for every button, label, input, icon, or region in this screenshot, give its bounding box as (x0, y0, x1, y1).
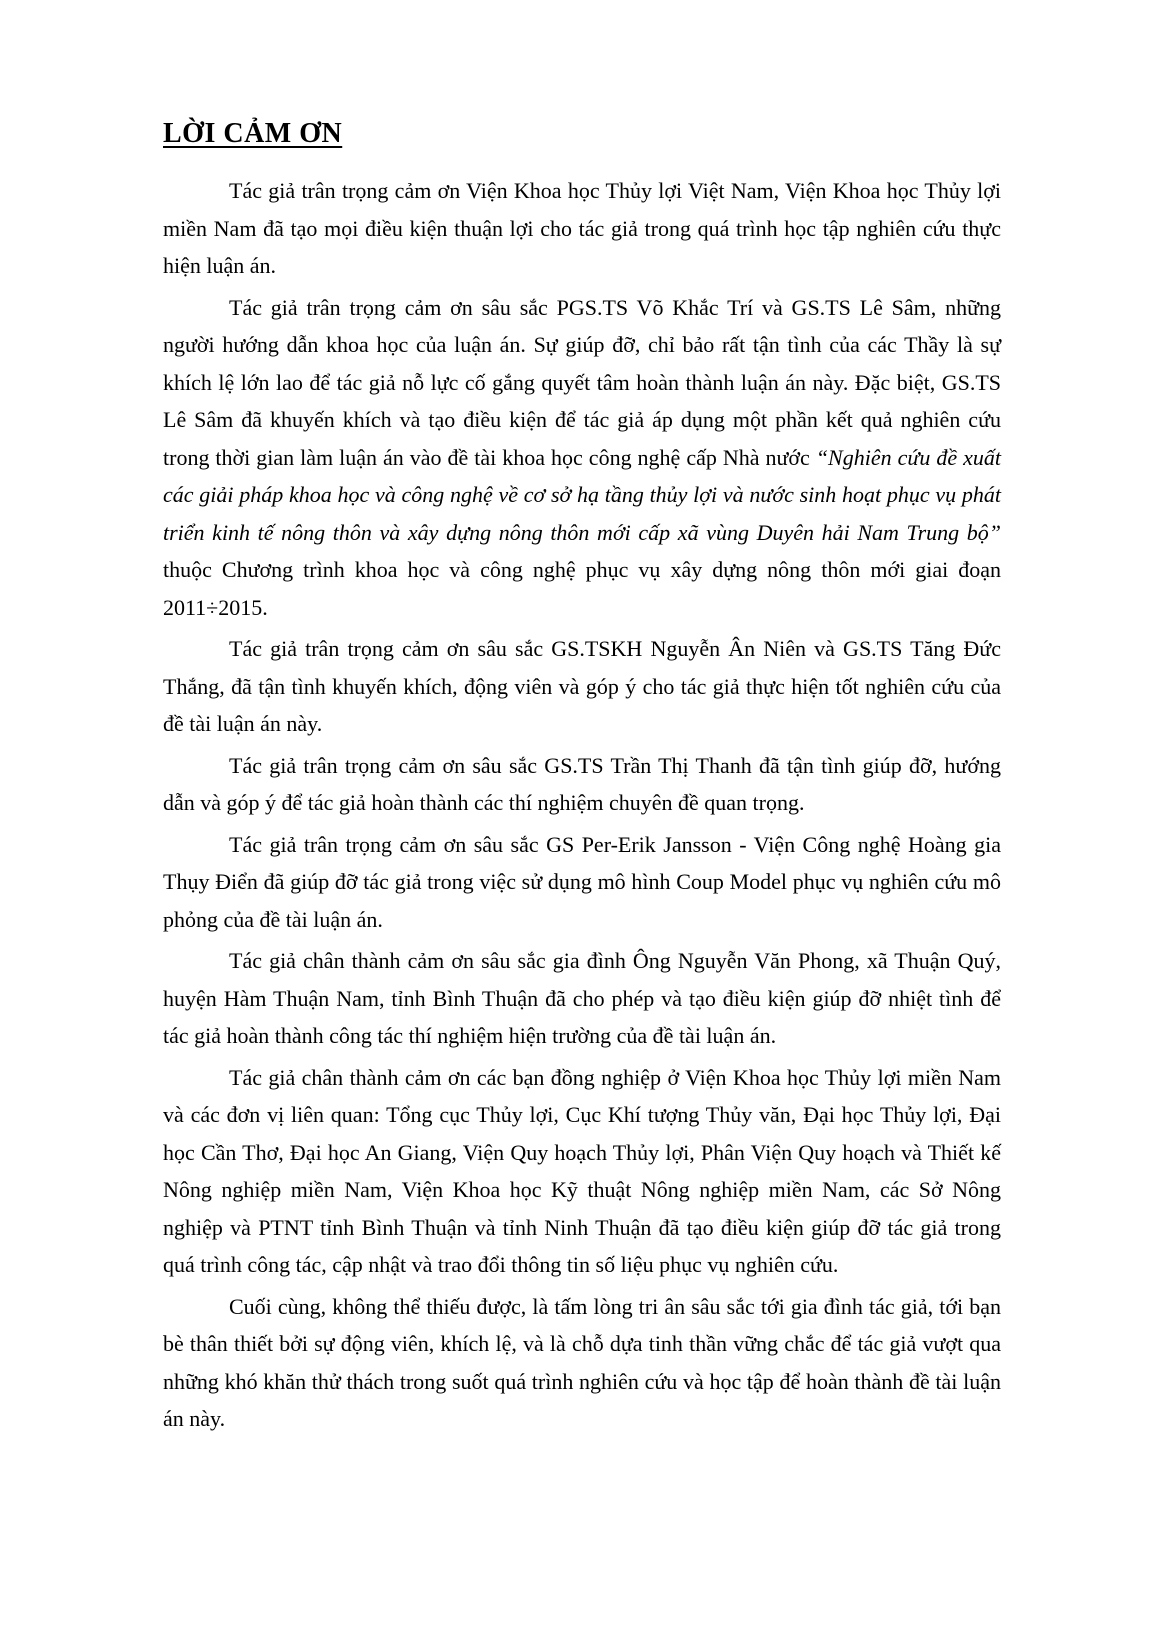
paragraph-experiments: Tác giả trân trọng cảm ơn sâu sắc GS.TS Trần Thị Thanh đã tận tình giúp đỡ, hướng dẫn và góp ý để tác giả hoàn thành các thí nghiệm chuyên đề quan trọng. (163, 752, 1001, 815)
paragraph-supervisors-text-end: thuộc Chương trình khoa học và công nghệ phục vụ xây dựng nông thôn mới giai đoạn 2011÷2015. (163, 557, 1001, 620)
paragraph-field-family: Tác giả chân thành cảm ơn sâu sắc gia đình Ông Nguyễn Văn Phong, xã Thuận Quý, huyện Hàm Thuận Nam, tỉnh Bình Thuận đã cho phép và tạo điều kiện giúp đỡ nhiệt tình để tác giả hoàn thành công tác thí nghiệm hiện trường của đề tài luận án. (163, 948, 1001, 1048)
paragraph-coup-model: Tác giả trân trọng cảm ơn sâu sắc GS Per-Erik Jansson - Viện Công nghệ Hoàng gia Thụy Điển đã giúp đỡ tác giả trong việc sử dụng mô hình Coup Model phục vụ nghiên cứu mô phỏng của đề tài luận án. (163, 831, 1001, 932)
paragraph-institutions: Tác giả trân trọng cảm ơn Viện Khoa học Thủy lợi Việt Nam, Viện Khoa học Thủy lợi miền Nam đã tạo mọi điều kiện thuận lợi cho tác giả trong quá trình học tập nghiên cứu thực hiện luận án. (163, 178, 1001, 278)
project-title-italic: “Nghiên cứu đề xuất các giải pháp khoa học và công nghệ về cơ sở hạ tầng thủy lợi và nước sinh hoạt phục vụ phát triển kinh tế nông thôn và xây dựng nông thôn mới cấp xã vùng Duyên hải Nam Trung bộ” (163, 444, 1001, 545)
page-title: LỜI CẢM ƠN (163, 118, 343, 149)
paragraph-advisors: Tác giả trân trọng cảm ơn sâu sắc GS.TSKH Nguyễn Ân Niên và GS.TS Tăng Đức Thắng, đã tận tình khuyến khích, động viên và góp ý cho tác giả thực hiện tốt nghiên cứu của đề tài luận án này. (163, 636, 1001, 736)
paragraph-colleagues: Tác giả chân thành cảm ơn các bạn đồng nghiệp ở Viện Khoa học Thủy lợi miền Nam và các đơn vị liên quan: Tổng cục Thủy lợi, Cục Khí tượng Thủy văn, Đại học Thủy lợi, Đại học Cần Thơ, Đại học An Giang, Viện Quy hoạch Thủy lợi, Phân Viện Quy hoạch và Thiết kế Nông nghiệp miền Nam, Viện Khoa học Kỹ thuật Nông nghiệp miền Nam, các Sở Nông nghiệp và PTNT tỉnh Bình Thuận và tỉnh Ninh Thuận đã tạo điều kiện giúp đỡ tác giả trong quá trình công tác, cập nhật và trao đổi thông tin số liệu phục vụ nghiên cứu. (163, 1064, 1001, 1277)
paragraph-supervisors (163, 289, 1001, 627)
document-body (163, 172, 1001, 1442)
paragraph-supervisors-text: Tác giả trân trọng cảm ơn sâu sắc PGS.TS Võ Khắc Trí và GS.TS Lê Sâm, những người hướng dẫn khoa học của luận án. Sự giúp đỡ, chỉ bảo rất tận tình của các Thầy là sự khích lệ lớn lao để tác giả nỗ lực cố gắng quyết tâm hoàn thành luận án này. Đặc biệt, GS.TS Lê Sâm đã khuyến khích và tạo điều kiện để tác giả áp dụng một phần kết quả nghiên cứu trong thời gian làm luận án vào đề tài khoa học công nghệ cấp Nhà nước (163, 294, 1001, 470)
paragraph-family-friends: Cuối cùng, không thể thiếu được, là tấm lòng tri ân sâu sắc tới gia đình tác giả, tới bạn bè thân thiết bởi sự động viên, khích lệ, và là chỗ dựa tinh thần vững chắc để tác giả vượt qua những khó khăn thử thách trong suốt quá trình nghiên cứu và học tập để hoàn thành đề tài luận án này. (163, 1293, 1001, 1431)
